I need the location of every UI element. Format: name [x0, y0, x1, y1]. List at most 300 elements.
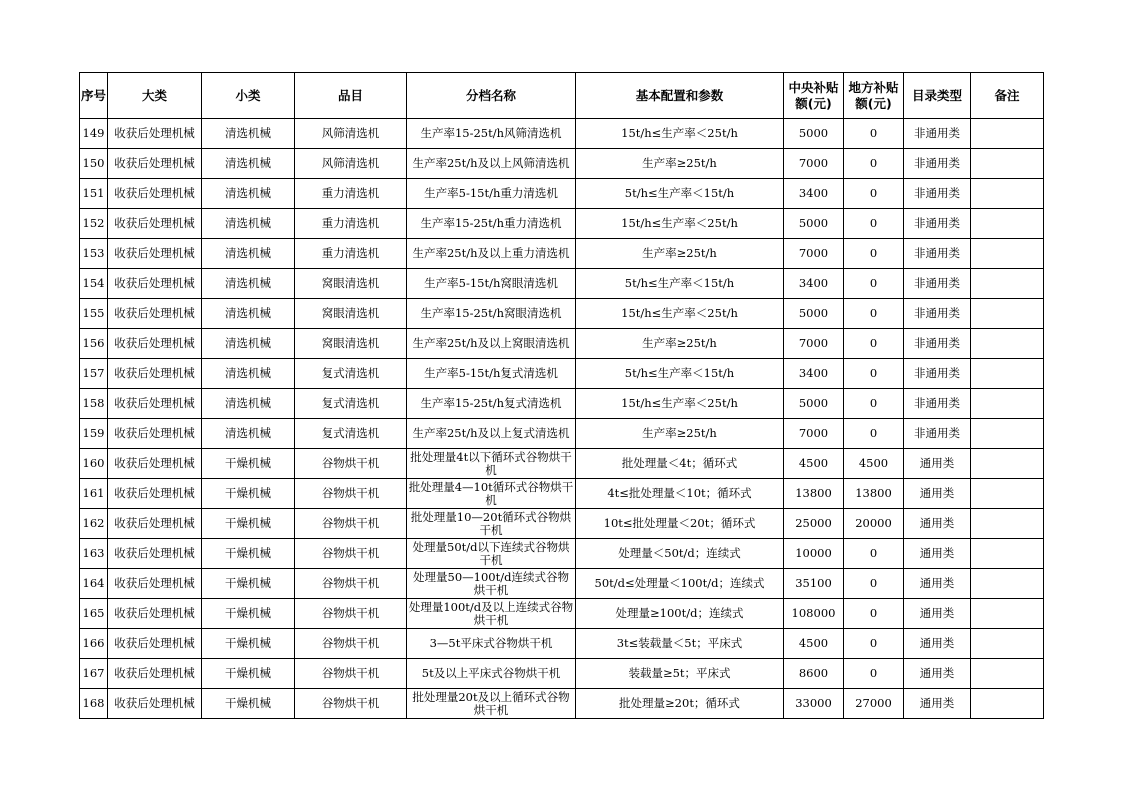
cell-catalog: [904, 179, 971, 209]
cell-catalog: [904, 509, 971, 539]
cell-grade-text: 生产率25t/h及以上风筛清选机: [412, 157, 570, 170]
cell-grade: [407, 599, 576, 629]
cell-seq-text: 160: [82, 457, 105, 470]
cell-config: [576, 599, 784, 629]
cell-item: [295, 299, 407, 329]
cell-central: [784, 149, 844, 179]
cell-config: [576, 239, 784, 269]
cell-local: [844, 629, 904, 659]
cell-central: [784, 119, 844, 149]
cell-config: [576, 449, 784, 479]
cell-config-text: 5t/h≤生产率＜15t/h: [624, 367, 735, 380]
cell-item: [295, 119, 407, 149]
cell-catalog-text: 通用类: [919, 637, 955, 650]
table-row: [80, 539, 1044, 569]
cell-local: [844, 509, 904, 539]
cell-minor-text: 干燥机械: [225, 487, 271, 500]
cell-major-text: 收获后处理机械: [114, 217, 195, 230]
cell-catalog-text: 非通用类: [914, 397, 960, 410]
cell-seq: [80, 539, 108, 569]
cell-item: [295, 689, 407, 719]
cell-minor: [202, 449, 295, 479]
cell-local-text: 0: [869, 307, 878, 320]
cell-minor: [202, 599, 295, 629]
cell-major: [108, 209, 202, 239]
cell-grade-text: 生产率5-15t/h窝眼清选机: [424, 277, 558, 290]
table-row: [80, 629, 1044, 659]
cell-minor-text: 清选机械: [225, 217, 271, 230]
cell-major-text: 收获后处理机械: [114, 637, 195, 650]
cell-remark: [971, 269, 1044, 299]
cell-catalog: [904, 149, 971, 179]
cell-catalog: [904, 329, 971, 359]
cell-major-text: 收获后处理机械: [114, 697, 195, 710]
cell-local: [844, 599, 904, 629]
cell-item-text: 谷物烘干机: [321, 577, 380, 590]
table-row: [80, 659, 1044, 689]
cell-local-text: 0: [869, 607, 878, 620]
cell-config-text: 5t/h≤生产率＜15t/h: [624, 277, 735, 290]
cell-catalog: [904, 119, 971, 149]
header-minor: 小类: [202, 73, 295, 119]
cell-seq-text: 154: [82, 277, 105, 290]
cell-central: [784, 479, 844, 509]
cell-minor-text: 干燥机械: [225, 457, 271, 470]
cell-config: [576, 119, 784, 149]
cell-remark: [971, 239, 1044, 269]
cell-local-text: 0: [869, 637, 878, 650]
cell-config-text: 批处理量＜4t；循环式: [621, 457, 738, 470]
cell-grade: [407, 419, 576, 449]
cell-minor: [202, 659, 295, 689]
cell-minor: [202, 509, 295, 539]
cell-minor-text: 干燥机械: [225, 577, 271, 590]
cell-item-text: 重力清选机: [321, 187, 380, 200]
cell-seq: [80, 329, 108, 359]
cell-config-text: 5t/h≤生产率＜15t/h: [624, 187, 735, 200]
cell-central-text: 5000: [798, 397, 829, 410]
cell-item-text: 风筛清选机: [321, 157, 380, 170]
cell-central: [784, 269, 844, 299]
cell-central: [784, 449, 844, 479]
cell-local-text: 0: [869, 667, 878, 680]
cell-item-text: 窝眼清选机: [321, 277, 380, 290]
cell-local-text: 0: [869, 157, 878, 170]
cell-minor-text: 干燥机械: [225, 517, 271, 530]
cell-central-text: 8600: [798, 667, 829, 680]
cell-item-text: 复式清选机: [321, 367, 380, 380]
cell-major: [108, 539, 202, 569]
cell-item: [295, 359, 407, 389]
cell-minor-text: 清选机械: [225, 247, 271, 260]
cell-grade-text: 处理量100t/d及以上连续式谷物烘干机: [408, 600, 574, 627]
cell-grade-text: 批处理量10—20t循环式谷物烘干机: [410, 510, 572, 537]
cell-item: [295, 149, 407, 179]
cell-minor-text: 清选机械: [225, 187, 271, 200]
cell-seq: [80, 419, 108, 449]
cell-item-text: 风筛清选机: [321, 127, 380, 140]
cell-grade-text: 生产率25t/h及以上复式清选机: [412, 427, 570, 440]
cell-item: [295, 179, 407, 209]
cell-remark: [971, 539, 1044, 569]
cell-minor-text: 清选机械: [225, 397, 271, 410]
cell-grade: [407, 359, 576, 389]
cell-local: [844, 149, 904, 179]
cell-grade: [407, 329, 576, 359]
cell-config-text: 15t/h≤生产率＜25t/h: [621, 307, 738, 320]
cell-seq-text: 149: [82, 127, 105, 140]
cell-catalog: [904, 479, 971, 509]
header-local: 地方补贴额(元): [844, 73, 904, 119]
cell-item-text: 复式清选机: [321, 397, 380, 410]
cell-central-text: 3400: [798, 277, 829, 290]
cell-catalog-text: 非通用类: [914, 157, 960, 170]
cell-local: [844, 209, 904, 239]
header-row: [80, 73, 1044, 119]
cell-local: [844, 659, 904, 689]
cell-grade: [407, 509, 576, 539]
cell-seq-text: 166: [82, 637, 105, 650]
cell-major: [108, 419, 202, 449]
cell-grade: [407, 569, 576, 599]
cell-catalog: [904, 449, 971, 479]
cell-grade: [407, 389, 576, 419]
cell-central-text: 5000: [798, 307, 829, 320]
cell-remark: [971, 419, 1044, 449]
cell-grade: [407, 629, 576, 659]
cell-item: [295, 509, 407, 539]
cell-major: [108, 359, 202, 389]
cell-item-text: 重力清选机: [321, 247, 380, 260]
cell-catalog: [904, 539, 971, 569]
table-row: [80, 269, 1044, 299]
cell-central-text: 33000: [795, 697, 832, 710]
cell-seq: [80, 659, 108, 689]
cell-catalog: [904, 629, 971, 659]
cell-config: [576, 269, 784, 299]
table-row: [80, 389, 1044, 419]
cell-seq-text: 168: [82, 697, 105, 710]
cell-item: [295, 389, 407, 419]
cell-central: [784, 209, 844, 239]
cell-central: [784, 299, 844, 329]
cell-seq: [80, 299, 108, 329]
cell-minor-text: 清选机械: [225, 427, 271, 440]
cell-major-text: 收获后处理机械: [114, 277, 195, 290]
header-remark: 备注: [971, 73, 1044, 119]
cell-major-text: 收获后处理机械: [114, 157, 195, 170]
cell-item: [295, 419, 407, 449]
cell-remark: [971, 299, 1044, 329]
cell-grade-text: 批处理量20t及以上循环式谷物烘干机: [412, 690, 570, 717]
cell-catalog: [904, 419, 971, 449]
cell-minor: [202, 269, 295, 299]
cell-catalog: [904, 359, 971, 389]
cell-catalog: [904, 599, 971, 629]
cell-catalog-text: 通用类: [919, 577, 955, 590]
cell-config: [576, 419, 784, 449]
table-row: [80, 359, 1044, 389]
cell-grade: [407, 239, 576, 269]
cell-catalog-text: 非通用类: [914, 367, 960, 380]
cell-central-text: 3400: [798, 367, 829, 380]
cell-remark: [971, 449, 1044, 479]
cell-seq: [80, 179, 108, 209]
cell-config: [576, 479, 784, 509]
header-seq: 序号: [80, 73, 108, 119]
cell-item: [295, 629, 407, 659]
cell-minor-text: 清选机械: [225, 337, 271, 350]
cell-remark: [971, 629, 1044, 659]
cell-central-text: 7000: [798, 427, 829, 440]
cell-central-text: 4500: [798, 637, 829, 650]
cell-local-text: 20000: [855, 517, 892, 530]
cell-central-text: 5000: [798, 127, 829, 140]
cell-item-text: 谷物烘干机: [321, 547, 380, 560]
cell-major-text: 收获后处理机械: [114, 577, 195, 590]
cell-remark: [971, 479, 1044, 509]
table-row: [80, 419, 1044, 449]
cell-grade-text: 处理量50t/d以下连续式谷物烘干机: [412, 540, 570, 567]
cell-catalog-text: 通用类: [919, 607, 955, 620]
header-central: 中央补贴额(元): [784, 73, 844, 119]
cell-item: [295, 239, 407, 269]
cell-item-text: 谷物烘干机: [321, 517, 380, 530]
cell-seq: [80, 119, 108, 149]
cell-item-text: 窝眼清选机: [321, 307, 380, 320]
cell-seq: [80, 599, 108, 629]
cell-minor-text: 干燥机械: [225, 607, 271, 620]
cell-local-text: 0: [869, 397, 878, 410]
cell-seq-text: 153: [82, 247, 105, 260]
cell-remark: [971, 149, 1044, 179]
cell-config: [576, 509, 784, 539]
cell-minor: [202, 329, 295, 359]
table-row: [80, 179, 1044, 209]
cell-config-text: 10t≤批处理量＜20t；循环式: [603, 517, 756, 530]
cell-config-text: 批处理量≥20t；循环式: [619, 697, 740, 710]
cell-major: [108, 299, 202, 329]
cell-local: [844, 449, 904, 479]
cell-config: [576, 629, 784, 659]
table-row: [80, 689, 1044, 719]
cell-minor: [202, 179, 295, 209]
cell-local-text: 13800: [855, 487, 892, 500]
cell-central-text: 5000: [798, 217, 829, 230]
cell-major: [108, 479, 202, 509]
cell-minor: [202, 389, 295, 419]
cell-local-text: 0: [869, 187, 878, 200]
cell-local: [844, 389, 904, 419]
cell-minor-text: 干燥机械: [225, 697, 271, 710]
cell-seq-text: 156: [82, 337, 105, 350]
cell-catalog: [904, 659, 971, 689]
cell-config-text: 15t/h≤生产率＜25t/h: [621, 217, 738, 230]
cell-central-text: 4500: [798, 457, 829, 470]
cell-grade: [407, 209, 576, 239]
cell-central-text: 35100: [795, 577, 832, 590]
cell-central: [784, 179, 844, 209]
cell-seq-text: 157: [82, 367, 105, 380]
cell-grade: [407, 149, 576, 179]
cell-config-text: 4t≤批处理量＜10t；循环式: [607, 487, 752, 500]
header-major: 大类: [108, 73, 202, 119]
cell-central-text: 25000: [795, 517, 832, 530]
cell-seq: [80, 479, 108, 509]
cell-major-text: 收获后处理机械: [114, 607, 195, 620]
cell-seq-text: 155: [82, 307, 105, 320]
subsidy-table: [79, 72, 1044, 719]
table-row: [80, 569, 1044, 599]
cell-seq: [80, 509, 108, 539]
cell-remark: [971, 689, 1044, 719]
cell-minor-text: 清选机械: [225, 367, 271, 380]
cell-local: [844, 419, 904, 449]
cell-item: [295, 599, 407, 629]
cell-minor: [202, 629, 295, 659]
cell-local-text: 0: [869, 127, 878, 140]
cell-catalog-text: 通用类: [919, 697, 955, 710]
cell-major-text: 收获后处理机械: [114, 427, 195, 440]
cell-seq: [80, 209, 108, 239]
cell-major-text: 收获后处理机械: [114, 667, 195, 680]
cell-local: [844, 299, 904, 329]
table-row: [80, 449, 1044, 479]
cell-major: [108, 629, 202, 659]
cell-seq: [80, 269, 108, 299]
cell-remark: [971, 209, 1044, 239]
cell-major: [108, 689, 202, 719]
cell-item-text: 谷物烘干机: [321, 487, 380, 500]
cell-major-text: 收获后处理机械: [114, 367, 195, 380]
cell-local-text: 0: [869, 547, 878, 560]
cell-grade-text: 批处理量4t以下循环式谷物烘干机: [410, 450, 572, 477]
cell-config: [576, 539, 784, 569]
cell-item: [295, 209, 407, 239]
cell-grade-text: 5t及以上平床式谷物烘干机: [421, 667, 561, 680]
cell-item-text: 重力清选机: [321, 217, 380, 230]
cell-item-text: 谷物烘干机: [321, 667, 380, 680]
cell-major-text: 收获后处理机械: [114, 187, 195, 200]
cell-local: [844, 569, 904, 599]
cell-major: [108, 599, 202, 629]
cell-config-text: 生产率≥25t/h: [642, 427, 717, 440]
cell-item: [295, 269, 407, 299]
cell-minor: [202, 479, 295, 509]
cell-remark: [971, 659, 1044, 689]
cell-seq-text: 163: [82, 547, 105, 560]
header-catalog: 目录类型: [904, 73, 971, 119]
cell-catalog-text: 非通用类: [914, 337, 960, 350]
cell-item-text: 谷物烘干机: [321, 607, 380, 620]
cell-seq-text: 150: [82, 157, 105, 170]
cell-major-text: 收获后处理机械: [114, 487, 195, 500]
cell-local: [844, 119, 904, 149]
cell-config-text: 装载量≥5t；平床式: [628, 667, 731, 680]
cell-minor-text: 干燥机械: [225, 547, 271, 560]
cell-central: [784, 659, 844, 689]
cell-major: [108, 449, 202, 479]
cell-catalog-text: 非通用类: [914, 247, 960, 260]
cell-central-text: 3400: [798, 187, 829, 200]
table-row: [80, 479, 1044, 509]
cell-central: [784, 419, 844, 449]
cell-major-text: 收获后处理机械: [114, 547, 195, 560]
cell-seq-text: 158: [82, 397, 105, 410]
cell-grade-text: 3—5t平床式谷物烘干机: [429, 637, 553, 650]
cell-grade-text: 生产率15-25t/h窝眼清选机: [420, 307, 562, 320]
cell-central: [784, 239, 844, 269]
table-body: [80, 119, 1044, 719]
cell-catalog: [904, 299, 971, 329]
cell-central-text: 7000: [798, 157, 829, 170]
cell-minor-text: 清选机械: [225, 157, 271, 170]
cell-grade: [407, 689, 576, 719]
cell-seq-text: 161: [82, 487, 105, 500]
cell-minor: [202, 299, 295, 329]
cell-major-text: 收获后处理机械: [114, 517, 195, 530]
cell-catalog: [904, 209, 971, 239]
cell-central: [784, 359, 844, 389]
table-row: [80, 509, 1044, 539]
cell-item-text: 谷物烘干机: [321, 637, 380, 650]
cell-config-text: 15t/h≤生产率＜25t/h: [621, 397, 738, 410]
cell-grade: [407, 299, 576, 329]
cell-catalog-text: 通用类: [919, 457, 955, 470]
cell-seq-text: 151: [82, 187, 105, 200]
cell-config: [576, 389, 784, 419]
cell-seq: [80, 629, 108, 659]
cell-grade: [407, 479, 576, 509]
cell-config-text: 处理量＜50t/d；连续式: [618, 547, 741, 560]
cell-catalog: [904, 569, 971, 599]
cell-central: [784, 329, 844, 359]
cell-minor: [202, 419, 295, 449]
cell-central: [784, 569, 844, 599]
cell-grade: [407, 269, 576, 299]
cell-catalog-text: 通用类: [919, 667, 955, 680]
cell-local: [844, 239, 904, 269]
cell-local: [844, 359, 904, 389]
cell-minor: [202, 689, 295, 719]
cell-catalog-text: 通用类: [919, 547, 955, 560]
cell-central-text: 7000: [798, 247, 829, 260]
cell-central: [784, 539, 844, 569]
cell-major: [108, 239, 202, 269]
cell-config: [576, 659, 784, 689]
cell-local: [844, 329, 904, 359]
cell-central-text: 13800: [795, 487, 832, 500]
cell-local: [844, 479, 904, 509]
cell-seq: [80, 149, 108, 179]
cell-remark: [971, 599, 1044, 629]
cell-minor-text: 清选机械: [225, 277, 271, 290]
cell-local-text: 0: [869, 247, 878, 260]
cell-major: [108, 269, 202, 299]
cell-minor-text: 干燥机械: [225, 667, 271, 680]
cell-local: [844, 539, 904, 569]
cell-config-text: 生产率≥25t/h: [642, 157, 717, 170]
cell-grade-text: 生产率25t/h及以上窝眼清选机: [412, 337, 570, 350]
cell-remark: [971, 329, 1044, 359]
cell-major-text: 收获后处理机械: [114, 457, 195, 470]
cell-item-text: 谷物烘干机: [321, 697, 380, 710]
cell-major: [108, 569, 202, 599]
cell-catalog-text: 非通用类: [914, 217, 960, 230]
cell-seq-text: 162: [82, 517, 105, 530]
cell-major: [108, 509, 202, 539]
cell-remark: [971, 359, 1044, 389]
